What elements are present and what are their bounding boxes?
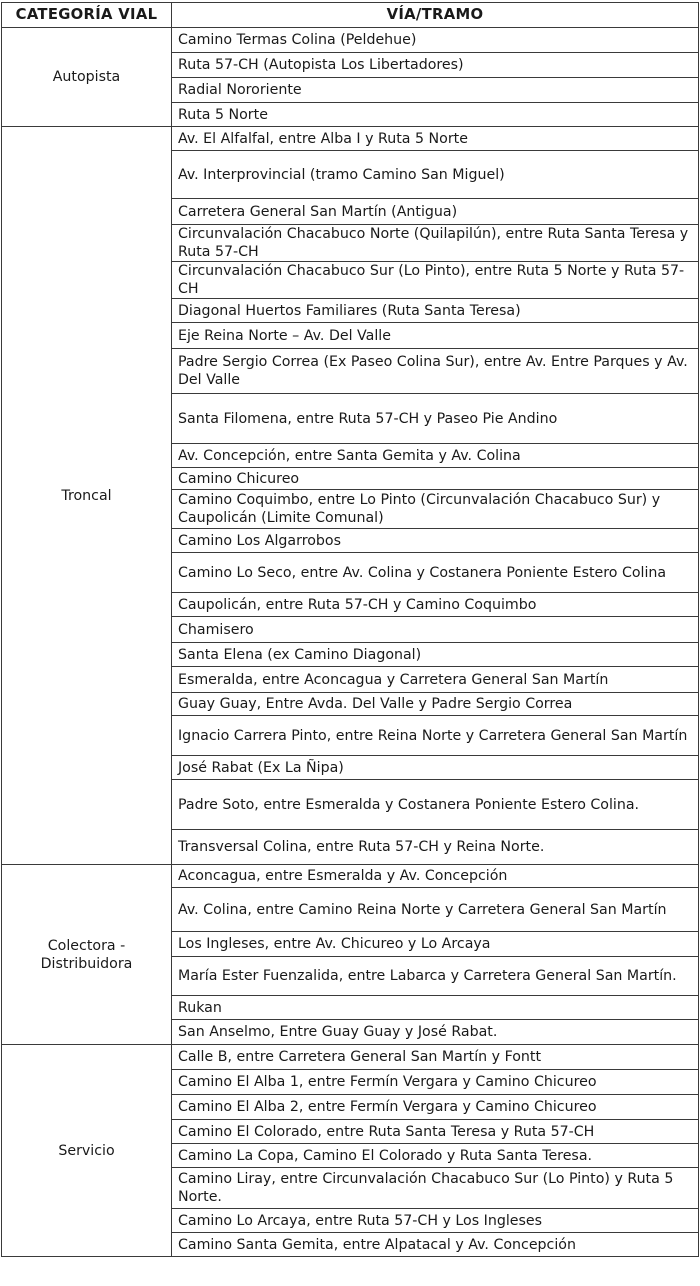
road-segment-cell: Av. Interprovincial (tramo Camino San Miguel) (172, 151, 699, 199)
road-segment-cell: Camino Liray, entre Circunvalación Chacabuco Sur (Lo Pinto) y Ruta 5 Norte. (172, 1168, 699, 1209)
road-segment-cell: Chamisero (172, 617, 699, 643)
road-segment-cell: Los Ingleses, entre Av. Chicureo y Lo Arcaya (172, 932, 699, 957)
table-row (2, 1045, 699, 1070)
road-segment-cell: Calle B, entre Carretera General San Martín y Fontt (172, 1045, 699, 1070)
road-segment-cell: Carretera General San Martín (Antigua) (172, 199, 699, 225)
header-category: CATEGORÍA VIAL (2, 3, 172, 28)
road-segment-cell: Aconcagua, entre Esmeralda y Av. Concepción (172, 865, 699, 888)
road-segment-cell: Ignacio Carrera Pinto, entre Reina Norte y Carretera General San Martín (172, 716, 699, 756)
road-segment-cell: Diagonal Huertos Familiares (Ruta Santa Teresa) (172, 299, 699, 323)
table-row (2, 28, 699, 53)
road-segment-cell: Camino Coquimbo, entre Lo Pinto (Circunvalación Chacabuco Sur) y Caupolicán (Limite Comunal) (172, 490, 699, 529)
road-segment-cell: Transversal Colina, entre Ruta 57-CH y Reina Norte. (172, 830, 699, 865)
header-row (2, 3, 699, 28)
table-row (2, 865, 699, 888)
road-segment-cell: Santa Elena (ex Camino Diagonal) (172, 643, 699, 667)
road-segment-cell: Av. Colina, entre Camino Reina Norte y Carretera General San Martín (172, 888, 699, 932)
road-segment-cell: Camino El Alba 2, entre Fermín Vergara y Camino Chicureo (172, 1095, 699, 1120)
road-segment-cell: María Ester Fuenzalida, entre Labarca y Carretera General San Martín. (172, 957, 699, 996)
road-segment-cell: Camino El Alba 1, entre Fermín Vergara y Camino Chicureo (172, 1070, 699, 1095)
category-cell: Autopista (2, 28, 172, 127)
road-segment-cell: Radial Nororiente (172, 78, 699, 103)
road-segment-cell: Camino Termas Colina (Peldehue) (172, 28, 699, 53)
road-segment-cell: Padre Soto, entre Esmeralda y Costanera Poniente Estero Colina. (172, 780, 699, 830)
road-segment-cell: Circunvalación Chacabuco Norte (Quilapilún), entre Ruta Santa Teresa y Ruta 57-CH (172, 225, 699, 262)
road-segment-cell: Circunvalación Chacabuco Sur (Lo Pinto), entre Ruta 5 Norte y Ruta 57-CH (172, 262, 699, 299)
road-segment-cell: Santa Filomena, entre Ruta 57-CH y Paseo Pie Andino (172, 394, 699, 444)
road-segment-cell: Camino Los Algarrobos (172, 529, 699, 553)
road-classification-table (1, 2, 699, 1257)
road-segment-cell: Caupolicán, entre Ruta 57-CH y Camino Coquimbo (172, 593, 699, 617)
road-segment-cell: San Anselmo, Entre Guay Guay y José Rabat. (172, 1020, 699, 1045)
road-segment-cell: Av. El Alfalfal, entre Alba I y Ruta 5 Norte (172, 127, 699, 151)
road-segment-cell: Eje Reina Norte – Av. Del Valle (172, 323, 699, 349)
category-cell: Servicio (2, 1045, 172, 1257)
category-cell: Troncal (2, 127, 172, 865)
road-segment-cell: Esmeralda, entre Aconcagua y Carretera General San Martín (172, 667, 699, 693)
road-segment-cell: Camino La Copa, Camino El Colorado y Ruta Santa Teresa. (172, 1144, 699, 1168)
category-cell: Colectora - Distribuidora (2, 865, 172, 1045)
header-road: VÍA/TRAMO (172, 3, 699, 28)
road-segment-cell: Camino El Colorado, entre Ruta Santa Teresa y Ruta 57-CH (172, 1120, 699, 1144)
road-segment-cell: Camino Chicureo (172, 468, 699, 490)
table-row (2, 127, 699, 151)
road-segment-cell: Camino Lo Seco, entre Av. Colina y Costanera Poniente Estero Colina (172, 553, 699, 593)
road-segment-cell: Camino Santa Gemita, entre Alpatacal y Av. Concepción (172, 1233, 699, 1257)
road-segment-cell: Camino Lo Arcaya, entre Ruta 57-CH y Los Ingleses (172, 1209, 699, 1233)
road-segment-cell: Guay Guay, Entre Avda. Del Valle y Padre Sergio Correa (172, 693, 699, 716)
road-segment-cell: Ruta 57-CH (Autopista Los Libertadores) (172, 53, 699, 78)
road-segment-cell: Rukan (172, 996, 699, 1020)
road-segment-cell: Av. Concepción, entre Santa Gemita y Av. Colina (172, 444, 699, 468)
table-body (2, 28, 699, 1257)
road-segment-cell: Padre Sergio Correa (Ex Paseo Colina Sur), entre Av. Entre Parques y Av. Del Valle (172, 349, 699, 394)
road-segment-cell: José Rabat (Ex La Ñipa) (172, 756, 699, 780)
road-segment-cell: Ruta 5 Norte (172, 103, 699, 127)
